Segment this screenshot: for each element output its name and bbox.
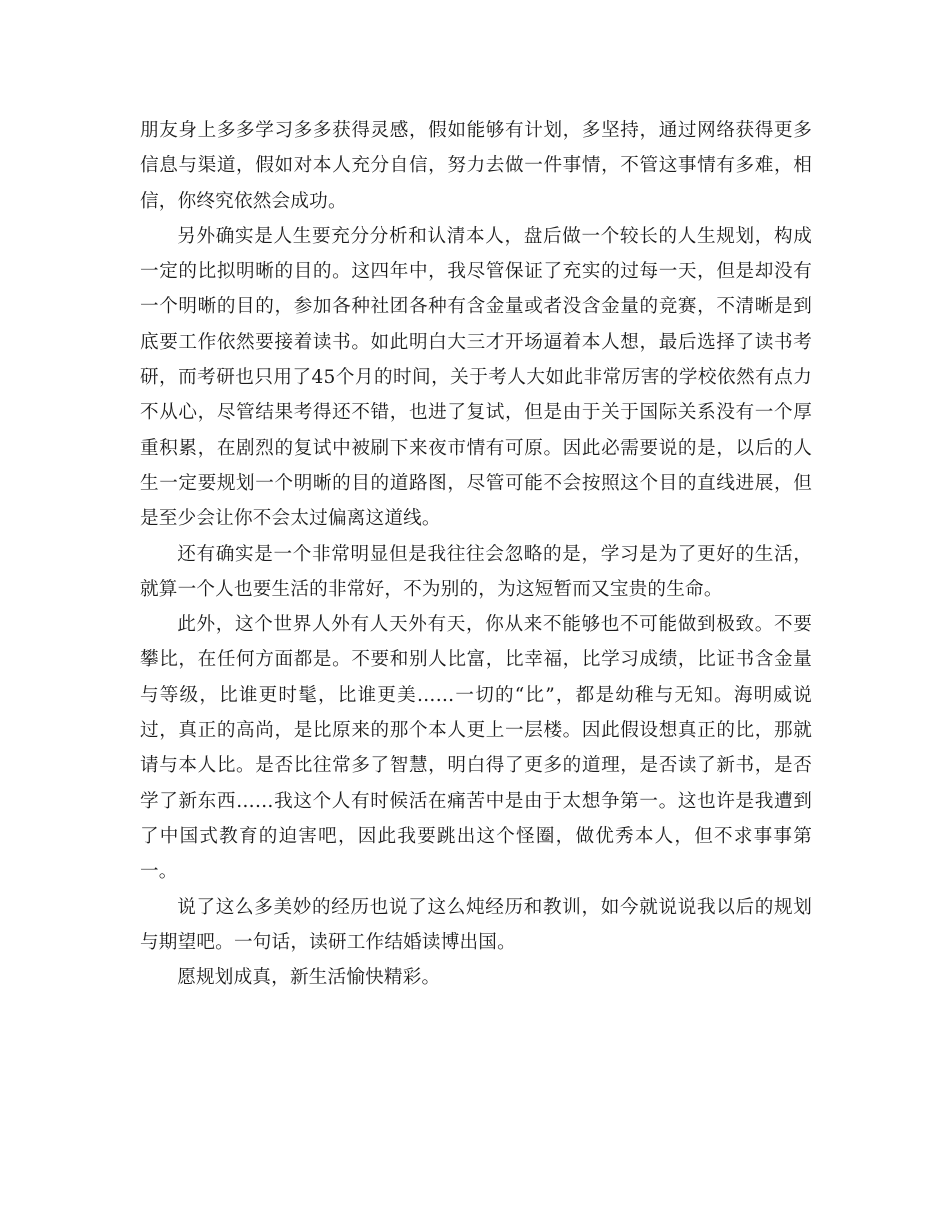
paragraph-future-plans: 说了这么多美妙的经历也说了这么炖经历和教训，如今就说说我以后的规划与期望吧。一句话，读研工作结婚读博出国。 <box>140 896 812 953</box>
paragraph-continuation: 朋友身上多多学习多多获得灵感，假如能够有计划，多坚持，通过网络获得更多信息与渠道，假如对本人充分自信，努力去做一件事情，不管这事情有多难，相信，你终究依然会成功。 <box>140 120 812 212</box>
paragraph-no-comparison: 此外，这个世界人外有人天外有天，你从来不能够也不可能做到极致。不要攀比，在任何方面都是。不要和别人比富，比幸福，比学习成绩，比证书含金量与等级，比谁更时髦，比谁更美……一切的“比”，都是幼稚与无知。海明威说过，真正的高尚，是比原来的那个本人更上一层楼。因此假设想真正的比，那就请与本人比。是否比往常多了智慧，明白得了更多的道理，是否读了新书，是否学了新东西……我这个人有时候活在痛苦中是由于太想争第一。这也许是我遭到了中国式教育的迫害吧，因此我要跳出这个怪圈，做优秀本人，但不求事事第一。 <box>140 614 812 883</box>
paragraph-closing-wish: 愿规划成真，新生活愉快精彩。 <box>177 967 441 989</box>
paragraph-study-for-life: 还有确实是一个非常明显但是我往往会忽略的是，学习是为了更好的生活，就算一个人也要生活的非常好，不为别的，为这短暂而又宝贵的生命。 <box>140 543 812 600</box>
document-body <box>140 113 812 995</box>
paragraph-life-planning: 另外确实是人生要充分分析和认清本人，盘后做一个较长的人生规划，构成一定的比拟明晰的目的。这四年中，我尽管保证了充实的过每一天，但是却没有一个明晰的目的，参加各种社团各种有含金量或者没含金量的竞赛，不清晰是到底要工作依然要接着读书。如此明白大三才开场逼着本人想，最后选择了读书考研，而考研也只用了45个月的时间，关于考人大如此非常厉害的学校依然有点力不从心，尽管结果考得还不错，也进了复试，但是由于关于国际关系没有一个厚重积累，在剧烈的复试中被刷下来夜市情有可原。因此必需要说的是，以后的人生一定要规划一个明晰的目的道路图，尽管可能不会按照这个目的直线进展，但是至少会让你不会太过偏离这道线。 <box>140 225 812 530</box>
